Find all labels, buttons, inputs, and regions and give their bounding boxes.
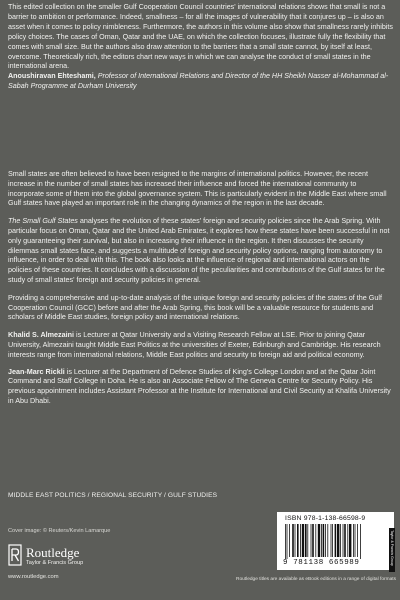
cover-credit: Cover image: © Reuters/Kevin Lamarque: [8, 528, 111, 534]
endorser: [8, 72, 394, 92]
description-paragraph-1: Small states are often believed to have been resigned to the margins of international politics. However, the recent increase in the number of small states has increased their influence and forced the international community to incorporate some of them into the global governance system. This is particularly evident in the Middle East where small Gulf states have played an important role in the changing dynamics of the region in the last decade.: [8, 169, 387, 208]
publisher-group: Taylor & Francis Group: [26, 560, 84, 566]
barcode-bar: [323, 524, 325, 557]
publisher-logo: [8, 544, 128, 566]
author-name-2: Jean-Marc Rickli: [8, 366, 65, 376]
barcode-bar: [305, 524, 307, 557]
endorsement-text: This edited collection on the smaller Gulf Cooperation Council countries' international relations shows that small is not a barrier to ambition or performance. Indeed, smallness – for all the images of vulnerability that it conjures up – is also an asset when it comes to policy nimbleness. Furthermore, the authors in this volume also show that smallness rarely inhibits policy choices. The cases of Oman, Qatar and the UAE, on which the collection focuses, illustrate fully the flexibility that comes with small size. But the authors also draw attention to the barriers that a small state cannot, by itself at least, overcome. Theoretically rich, the editors chart new ways in which we can analyse the conduct of small states in the international arena.: [8, 3, 393, 71]
barcode-bars: [285, 524, 386, 559]
book-description: [8, 169, 394, 414]
barcode-bar: [289, 524, 290, 557]
barcode-bar: [353, 524, 354, 557]
barcode-bar: [344, 524, 346, 557]
author-name-1: Khalid S. Almezaini: [8, 330, 75, 340]
author-bio-2: [8, 367, 394, 406]
description-paragraph-2: [8, 216, 394, 285]
publisher-website: www.routledge.com: [8, 574, 59, 580]
barcode-bar: [292, 524, 294, 557]
author-bio-1: [8, 330, 394, 359]
barcode-bar: [355, 524, 356, 557]
barcode-bar: [335, 524, 337, 557]
author-bio-text-1: is Lecturer at Qatar University and a Visiting Research Fellow at LSE. Prior to joining Qatar University, Almezaini taught Middle East Politics at the universities of Exeter, Edinburgh and Cambridge. His research interests range from international relations, Middle East politics and security to foreign aid and political economy.: [8, 330, 381, 359]
barcode-bar: [300, 524, 301, 557]
endorser-name: Anoushiravan Ehteshami,: [8, 72, 96, 81]
barcode-bar: [349, 524, 351, 557]
barcode-bar: [321, 524, 322, 557]
barcode-bar: [307, 524, 308, 557]
barcode-bar: [347, 524, 348, 557]
barcode-bar: [315, 524, 316, 557]
endorser-title: Professor of International Relations and Director of the HH Sheikh Nasser al-Mohammad al-Sabah Programme at Durham University: [8, 72, 389, 91]
barcode-bar: [285, 524, 286, 559]
barcode-bar: [302, 524, 304, 557]
ebook-note: Routledge titles are available as eBook editions in a range of digital formats: [236, 577, 396, 582]
isbn-label: ISBN 978-1-138-66598-9: [285, 515, 366, 522]
publisher-brand: Routledge: [26, 545, 80, 560]
barcode-panel: [277, 512, 394, 570]
book-title: The Small Gulf States: [8, 216, 78, 226]
side-publisher-text: Taylor & Francis Group: [390, 530, 394, 566]
description-paragraph-2-text: analyses the evolution of these states' foreign and security policies since the Arab Spring. With particular focus on Oman, Qatar and the United Arab Emirates, it explores how these states have been successful in not only guaranteeing their survival, but also in increasing their influence in the region. It then discusses the security dilemmas small states face, and suggests a multitude of foreign and security policy options, ranging from autonomy to influence, in order to deal with this. The book also looks at the influence of regional and international actors on the policies of these countries. It concludes with a discussion of the peculiarities and contributions of the Gulf states for the study of small states' foreign and security policies in general.: [8, 216, 390, 284]
barcode-bar: [343, 524, 344, 557]
side-publisher-label: [389, 528, 395, 572]
barcode-bar: [357, 524, 358, 557]
barcode-bar: [337, 524, 339, 557]
barcode-bar: [331, 524, 332, 557]
endorsement-block: [8, 3, 394, 92]
description-paragraph-3: Providing a comprehensive and up-to-date analysis of the unique foreign and security policies of the states of the Gulf Cooperation Council (GCC) before and after the Arab Spring, this book will be a valuable resource for students and scholars of Middle East studies, foreign policy and international relations.: [8, 292, 382, 322]
barcode-bar: [327, 524, 328, 557]
author-bio-text-2: is Lecturer at the Department of Defence Studies of King's College London and at the Qatar Joint Command and Staff College in Doha. He is also an Associate Fellow of The Geneva Centre for Security Policy. His previous appointment includes Assistant Professor at the Institute for International and Civil Security at Khalifa University in Abu Dhabi.: [8, 366, 391, 405]
barcode-bar: [360, 524, 361, 559]
barcode-bar: [312, 524, 314, 557]
barcode-bar: [287, 524, 288, 559]
barcode-bar: [325, 524, 326, 557]
subject-categories: MIDDLE EAST POLITICS / REGIONAL SECURITY / GULF STUDIES: [8, 492, 218, 499]
barcode-bar: [318, 524, 320, 557]
barcode-bar: [311, 524, 312, 557]
barcode-bar: [332, 524, 333, 557]
routledge-logo-icon: [8, 544, 22, 566]
ean-number: 9 781138 665989: [283, 559, 360, 567]
barcode-bar: [340, 524, 341, 557]
barcode-bar: [297, 524, 299, 557]
barcode-bar: [295, 524, 296, 557]
